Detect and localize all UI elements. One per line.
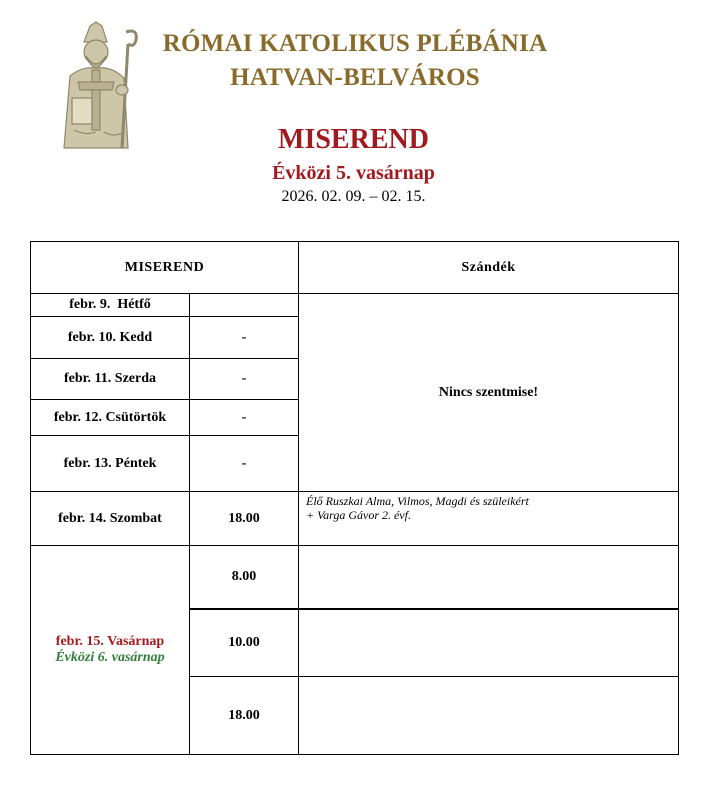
page-title: MISEREND: [278, 124, 429, 155]
mass-schedule-table: [30, 241, 679, 755]
table-row: [31, 492, 679, 546]
time-thursday: -: [190, 400, 299, 436]
table-header-row: [31, 242, 679, 294]
time-sunday-2: 10.00: [190, 609, 299, 677]
day-saturday: febr. 14. Szombat: [31, 492, 190, 546]
day-friday: febr. 13. Péntek: [31, 436, 190, 492]
parish-name-line2: HATVAN-BELVÁROS: [230, 64, 480, 91]
time-monday: [190, 294, 299, 317]
intent-saturday: [299, 492, 679, 546]
day-wednesday: febr. 11. Szerda: [31, 359, 190, 400]
time-wednesday: -: [190, 359, 299, 400]
table-row: [31, 546, 679, 609]
day-sunday: [31, 546, 190, 755]
parish-name-line1: RÓMAI KATOLIKUS PLÉBÁNIA: [162, 30, 548, 57]
time-sunday-3: 18.00: [190, 677, 299, 755]
time-friday: -: [190, 436, 299, 492]
sunday-label: febr. 15. Vasárnap: [55, 634, 165, 649]
time-sunday-1: 8.00: [190, 546, 299, 609]
page-subtitle: Évközi 5. vasárnap: [272, 162, 435, 184]
time-saturday: 18.00: [190, 492, 299, 546]
time-tuesday: -: [190, 317, 299, 359]
col-header-miserend: MISEREND: [31, 242, 299, 294]
day-tuesday: febr. 10. Kedd: [31, 317, 190, 359]
intent-sunday-1: [299, 546, 679, 609]
day-monday: febr. 9. Hétfő: [31, 294, 190, 317]
day-thursday: febr. 12. Csütörtök: [31, 400, 190, 436]
intent-line-2: + Varga Gávor 2. évf.: [306, 508, 411, 522]
intent-sunday-2: [299, 609, 679, 677]
col-header-szandek: Szándék: [299, 242, 679, 294]
date-range: 2026. 02. 09. – 02. 15.: [281, 188, 426, 205]
sunday-feast: Évközi 6. vasárnap: [55, 650, 165, 665]
intent-line-1: Élő Ruszkai Alma, Vilmos, Magdi és szüleikért: [306, 494, 529, 508]
intent-sunday-3: [299, 677, 679, 755]
no-mass-note: Nincs szentmise!: [299, 294, 679, 492]
table-row: [31, 294, 679, 317]
